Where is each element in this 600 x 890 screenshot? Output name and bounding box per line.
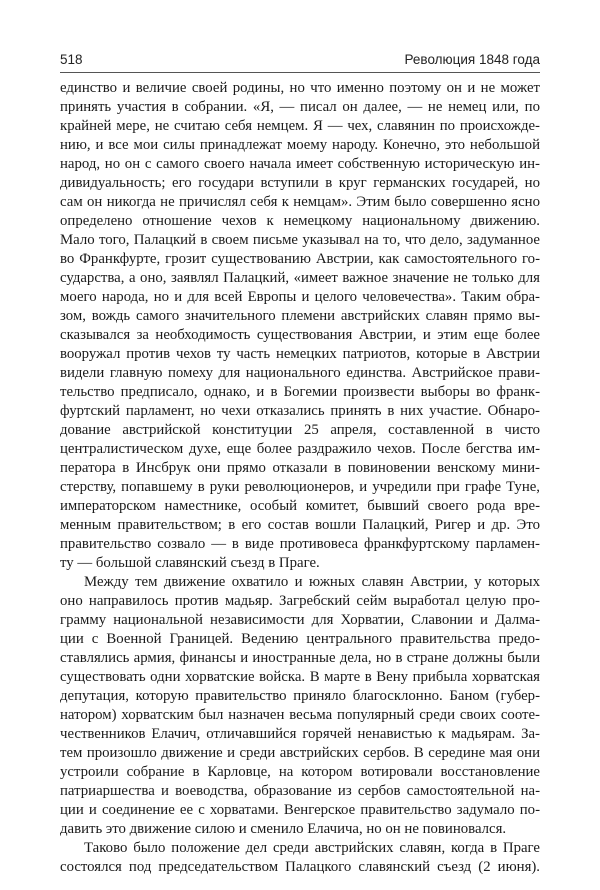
- text-line: правительство созвало — в виде противовеса франкфуртскому парламен-: [60, 536, 540, 552]
- text-line: Между тем движение охватило и южных славян Австрии, у которых: [84, 574, 540, 590]
- text-line: депутация, которую правительство приняло благосклонно. Баном (губер-: [60, 688, 540, 704]
- text-line: Мало того, Палацкий в своем письме указывал на то, что дело, задуманное: [60, 232, 540, 248]
- text-line: сказывался за необходимость существования Австрии, и этим еще более: [60, 327, 540, 343]
- text-line: Таково было положение дел среди австрийских славян, когда в Праге: [84, 840, 540, 856]
- paragraph: [60, 573, 540, 839]
- header-rule: [60, 72, 540, 73]
- text-line: оно направилось против мадьяр. Загребский сейм выработал целую про-: [60, 593, 540, 609]
- page-number: 518: [60, 52, 83, 67]
- text-line: ставлялись армия, финансы и иностранные дела, но в стране должны были: [60, 650, 540, 666]
- text-line: сударства, а оно, заявлял Палацкий, «имеет важное значение не только для: [60, 270, 540, 286]
- text-line: определено отношение чехов к немецкому национальному движению.: [60, 213, 540, 229]
- text-line: принять участия в собрании. «Я, — писал он далее, — не немец или, по: [60, 99, 540, 115]
- text-line: менным правительством; в его состав вошли Палацкий, Ригер и др. Это: [60, 517, 540, 533]
- text-line: грамму национальной независимости для Хорватии, Славонии и Далма-: [60, 612, 540, 628]
- text-line: видели главную помеху для национального единства. Австрийское прави-: [60, 365, 540, 381]
- text-line: вооружал против чехов ту часть немецких патриотов, которые в Австрии: [60, 346, 540, 362]
- text-line: сам он никогда не причислял себя к немцам». Этим было совершенно ясно: [60, 194, 540, 210]
- text-line: стерству, попавшему в руки революционеров, и учредили при графе Туне,: [60, 479, 540, 495]
- text-line: ператора в Инсбрук они прямо отказали в повиновении венскому мини-: [60, 460, 540, 476]
- text-line: тельство предписало, однако, и в Богемии произвести выборы во франк-: [60, 384, 540, 400]
- text-line: дование австрийской конституции 25 апреля, составленной в чисто: [60, 422, 540, 438]
- body-text: [60, 79, 540, 877]
- text-line: ту — большой славянский съезд в Праге.: [60, 555, 320, 571]
- text-line: нию, и все мои силы принадлежат моему народу. Конечно, это небольшой: [60, 137, 540, 153]
- text-line: крайней мере, не считаю себя немцем. Я — чех, славянин по происхожде-: [60, 118, 540, 134]
- text-line: зом, вождь самого значительного племени австрийских славян прямо вы-: [60, 308, 540, 324]
- text-line: натором) хорватским был назначен весьма популярный среди своих соотe-: [60, 707, 540, 723]
- text-line: императорском наместнике, особый комитет, бывший своего рода вре-: [60, 498, 540, 514]
- text-line: моего народа, но и для всей Европы и целого человечества». Таким обра-: [60, 289, 540, 305]
- text-line: патриаршества и воеводства, образование из сербов самостоятельной на-: [60, 783, 540, 799]
- text-line: устроили собрание в Карловце, на котором вотировали восстановление: [60, 764, 540, 780]
- text-line: фуртский парламент, но чехи отказались принять в них участие. Обнаро-: [60, 403, 540, 419]
- text-line: состоялся под председательством Палацкого славянский съезд (2 июня).: [60, 859, 540, 875]
- text-line: ции и соединение ее с хорватами. Венгерское правительство задумало по-: [60, 802, 540, 818]
- text-line: народ, но он с самого своего начала имеет собственную историческую ин-: [60, 156, 540, 172]
- text-line: дивидуальность; его государи вступили в круг германских государей, но: [60, 175, 540, 191]
- text-line: чественников Елачич, отличавшийся горячей ненавистью к мадьярам. За-: [60, 726, 540, 742]
- text-line: ции с Военной Границей. Ведению центрального правительства предо-: [60, 631, 540, 647]
- paragraph: [60, 79, 540, 573]
- text-line: тем произошло движение и среди австрийских сербов. В середине мая они: [60, 745, 540, 761]
- text-line: давить это движение силою и сменило Елачича, но он не повиновался.: [60, 821, 507, 837]
- page-header: [60, 52, 540, 70]
- text-line: существовать одни хорватские войска. В марте в Вену прибыла хорватская: [60, 669, 540, 685]
- text-line: во Франкфурте, грозит существованию Австрии, как самостоятельного го-: [60, 251, 540, 267]
- running-head: Революция 1848 года: [404, 52, 540, 67]
- paragraph: [60, 839, 540, 877]
- text-line: единство и величие своей родины, но что именно поэтому он и не может: [60, 80, 540, 96]
- text-line: централистическом духе, еще более раздражило чехов. После бегства им-: [60, 441, 540, 457]
